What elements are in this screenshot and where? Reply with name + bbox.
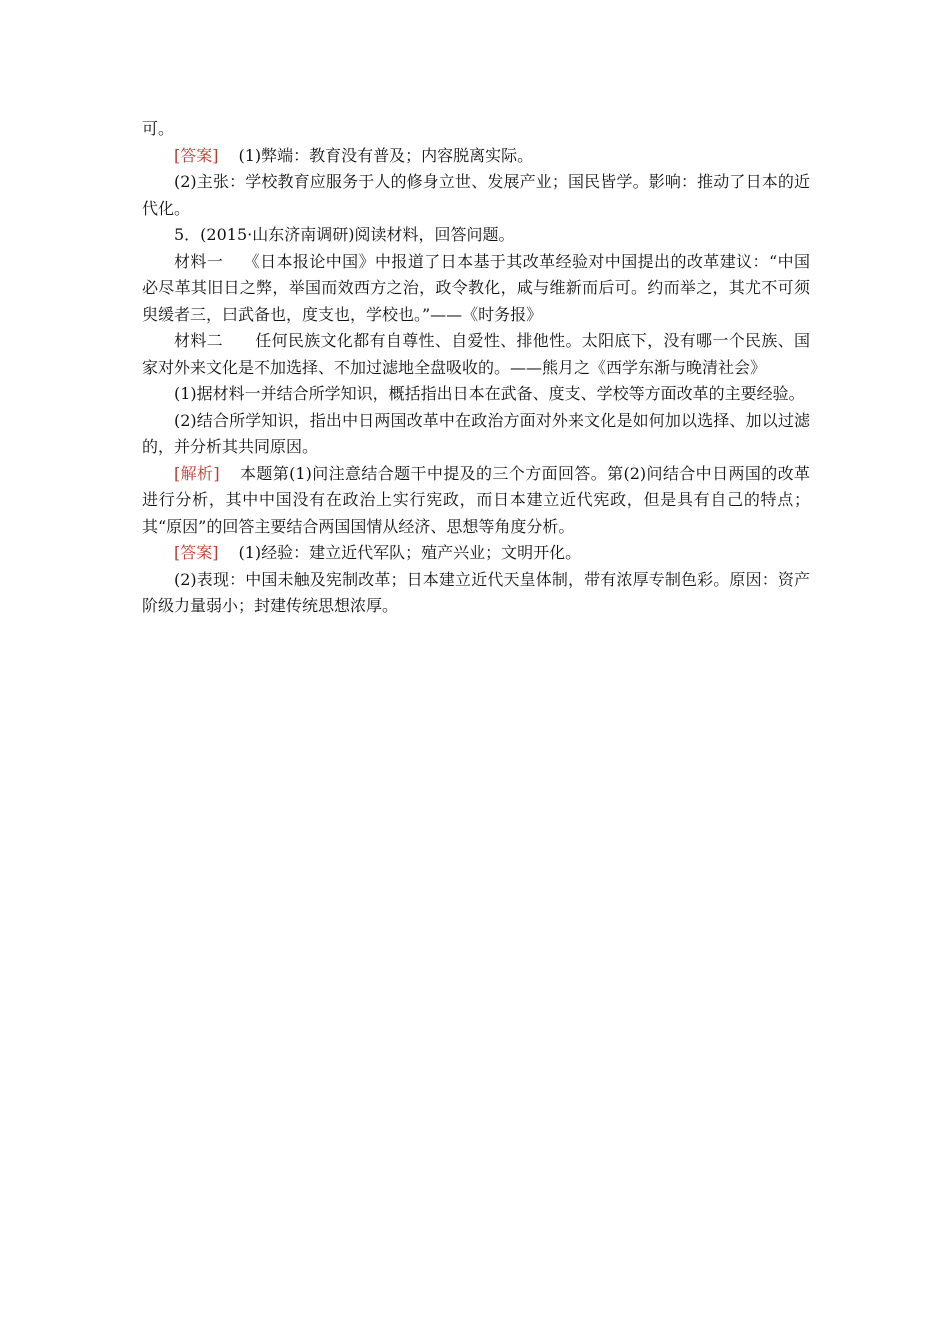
question-5-text: 5．(2015·山东济南调研)阅读材料，回答问题。 <box>174 225 515 244</box>
sub-question-2 <box>142 408 810 461</box>
question-5-heading <box>142 222 810 249</box>
analysis-paragraph <box>142 461 810 541</box>
analysis-text: 本题第(1)问注意结合题干中提及的三个方面回答。第(2)问结合中日两国的改革进行分析，其中中国没有在政治上实行宪政，而日本建立近代宪政，但是具有自己的特点；其“原因”的回答主要结合两国国情从经济、思想等角度分析。 <box>142 463 810 536</box>
answer-paragraph-1 <box>142 143 810 170</box>
continuation-text: 可。 <box>142 119 175 138</box>
answer-text-3: (1)经验：建立近代军队；殖产兴业；文明开化。 <box>238 543 582 562</box>
sub-question-1-text: (1)据材料一并结合所学知识，概括指出日本在武备、度支、学校等方面改革的主要经验。 <box>174 384 805 403</box>
material-two-text: 任何民族文化都有自尊性、自爱性、排他性。太阳底下，没有哪一个民族、国家对外来文化是不加选择、不加过滤地全盘吸收的。——熊月之《西学东渐与晚清社会》 <box>142 331 810 377</box>
answer-text-2: (2)主张：学校教育应服务于人的修身立世、发展产业；国民皆学。影响：推动了日本的近代化。 <box>142 172 810 218</box>
material-two <box>142 328 810 381</box>
answer-text: (1)弊端：教育没有普及；内容脱离实际。 <box>238 145 534 165</box>
answer-tag-2: [答案] <box>174 543 219 562</box>
document-body <box>142 116 810 620</box>
sub-question-1 <box>142 381 810 408</box>
material-two-label: 材料二 <box>174 331 223 350</box>
answer-paragraph-2 <box>142 169 810 222</box>
answer-tag: [答案] <box>174 145 219 165</box>
material-one-text: 《日本报论中国》中报道了日本基于其改革经验对中国提出的改革建议：“中国必尽革其旧日之弊，举国而效西方之治，政令教化，咸与维新而后可。约而举之，其尤不可须臾缓者三，曰武备也，度支也，学校也。”——《时务报》 <box>142 251 810 324</box>
paragraph-continuation <box>142 116 810 143</box>
sub-question-2-text: (2)结合所学知识，指出中日两国改革中在政治方面对外来文化是如何加以选择、加以过滤的，并分析其共同原因。 <box>142 410 810 456</box>
analysis-tag: [解析] <box>174 463 220 483</box>
answer-paragraph-4 <box>142 567 810 620</box>
material-one-label: 材料一 <box>174 251 224 271</box>
answer-text-4: (2)表现：中国未触及宪制改革；日本建立近代天皇体制，带有浓厚专制色彩。原因：资产阶级力量弱小；封建传统思想浓厚。 <box>142 569 810 615</box>
answer-paragraph-3 <box>142 540 810 567</box>
material-one <box>142 249 810 329</box>
